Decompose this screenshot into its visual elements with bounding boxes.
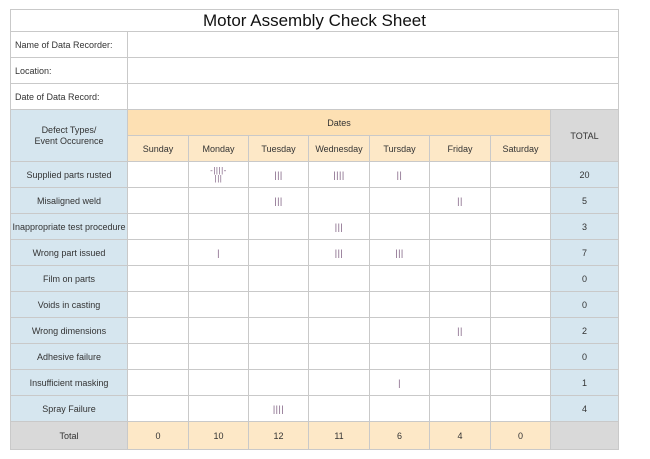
defect-type-label: Supplied parts rusted (11, 162, 128, 188)
tally-cell[interactable] (309, 162, 370, 188)
dates-header: Dates (128, 110, 551, 136)
table-row (11, 344, 619, 370)
tally-cell[interactable] (370, 214, 430, 240)
tally-cell[interactable] (430, 188, 491, 214)
tally-cell[interactable] (249, 318, 309, 344)
tally-marks: ||| (334, 247, 344, 258)
recorder-name-field[interactable] (128, 32, 619, 58)
record-date-field[interactable] (128, 84, 619, 110)
tally-cell[interactable] (309, 370, 370, 396)
row-total-value: 4 (551, 396, 619, 422)
tally-cell[interactable] (189, 370, 249, 396)
tally-cell[interactable] (491, 162, 551, 188)
table-row (11, 266, 619, 292)
defect-type-label: Voids in casting (11, 292, 128, 318)
defect-type-label: Inappropriate test procedure (11, 214, 128, 240)
tally-cell[interactable] (430, 214, 491, 240)
tally-cell[interactable] (430, 292, 491, 318)
tally-cell[interactable] (189, 318, 249, 344)
tally-cell[interactable] (491, 240, 551, 266)
tally-cell[interactable] (370, 266, 430, 292)
tally-cell[interactable] (309, 292, 370, 318)
table-row (11, 292, 619, 318)
row-total-value: 7 (551, 240, 619, 266)
table-row (11, 370, 619, 396)
tally-cell[interactable] (189, 266, 249, 292)
tally-cell[interactable] (430, 266, 491, 292)
day-total-value: 4 (430, 422, 491, 450)
defect-types-header (11, 110, 128, 162)
table-row (11, 162, 619, 188)
row-total-value: 0 (551, 344, 619, 370)
tally-cell[interactable] (491, 292, 551, 318)
recorder-name-label: Name of Data Recorder: (11, 32, 128, 58)
day-total-value: 6 (370, 422, 430, 450)
tally-cell[interactable] (128, 318, 189, 344)
tally-marks: |||| (272, 403, 285, 414)
table-row (11, 396, 619, 422)
tally-cell[interactable] (309, 344, 370, 370)
tally-cell[interactable] (128, 396, 189, 422)
tally-marks: || (457, 195, 463, 206)
day-total-value: 0 (128, 422, 189, 450)
tally-cell[interactable] (309, 214, 370, 240)
tally-cell[interactable] (189, 162, 249, 188)
tally-cell[interactable] (370, 344, 430, 370)
tally-cell[interactable] (430, 370, 491, 396)
tally-cell[interactable] (128, 266, 189, 292)
day-header-monday: Monday (189, 136, 249, 162)
tally-cell[interactable] (370, 396, 430, 422)
totals-row (11, 422, 619, 450)
grand-total-cell (551, 422, 619, 450)
check-sheet-table (10, 9, 619, 450)
tally-cell[interactable] (189, 396, 249, 422)
day-total-value: 11 (309, 422, 370, 450)
table-row (11, 214, 619, 240)
tally-marks: ||| (274, 195, 283, 206)
day-header-wednesday: Wednesday (309, 136, 370, 162)
tally-cell[interactable] (128, 292, 189, 318)
day-total-value: 0 (491, 422, 551, 450)
tally-cell[interactable] (249, 396, 309, 422)
tally-cell[interactable] (249, 214, 309, 240)
row-total-value: 0 (551, 266, 619, 292)
defect-type-label: Insufficient masking (11, 370, 128, 396)
defect-type-label: Spray Failure (11, 396, 128, 422)
tally-cell[interactable] (309, 240, 370, 266)
row-total-value: 0 (551, 292, 619, 318)
defect-header-line1: Defect Types/ (41, 124, 97, 135)
tally-cell[interactable] (430, 344, 491, 370)
tally-cell[interactable] (249, 344, 309, 370)
row-total-value: 2 (551, 318, 619, 344)
tally-marks: || (457, 325, 463, 336)
day-header-friday: Friday (430, 136, 491, 162)
tally-cell[interactable] (249, 292, 309, 318)
tally-cell[interactable] (189, 344, 249, 370)
tally-cell[interactable] (430, 162, 491, 188)
table-row (11, 188, 619, 214)
tally-cell[interactable] (249, 370, 309, 396)
tally-marks: ‐||||‐ ||| (210, 165, 227, 183)
tally-cell[interactable] (430, 240, 491, 266)
tally-marks: |||| (333, 169, 345, 180)
tally-cell[interactable] (491, 344, 551, 370)
tally-cell[interactable] (128, 162, 189, 188)
day-total-value: 10 (189, 422, 249, 450)
tally-cell[interactable] (128, 344, 189, 370)
tally-cell[interactable] (249, 266, 309, 292)
tally-marks: ||| (274, 169, 283, 180)
tally-cell[interactable] (309, 266, 370, 292)
tally-cell[interactable] (430, 318, 491, 344)
row-total-value: 1 (551, 370, 619, 396)
day-header-tuesday: Tuesday (249, 136, 309, 162)
day-total-value: 12 (249, 422, 309, 450)
tally-cell[interactable] (370, 162, 430, 188)
tally-cell[interactable] (189, 292, 249, 318)
table-row (11, 318, 619, 344)
tally-cell[interactable] (249, 188, 309, 214)
row-total-value: 5 (551, 188, 619, 214)
day-header-thursday: Tursday (370, 136, 430, 162)
tally-cell[interactable] (128, 240, 189, 266)
tally-cell[interactable] (309, 318, 370, 344)
tally-cell[interactable] (309, 188, 370, 214)
tally-cell[interactable] (491, 396, 551, 422)
tally-marks: || (396, 169, 403, 180)
sheet-title: Motor Assembly Check Sheet (11, 10, 619, 32)
location-field[interactable] (128, 58, 619, 84)
row-total-value: 3 (551, 214, 619, 240)
tally-cell[interactable] (370, 188, 430, 214)
tally-cell[interactable] (370, 292, 430, 318)
defect-type-label: Misaligned weld (11, 188, 128, 214)
defect-type-label: Wrong dimensions (11, 318, 128, 344)
tally-cell[interactable] (370, 370, 430, 396)
row-total-value: 20 (551, 162, 619, 188)
tally-cell[interactable] (189, 240, 249, 266)
tally-cell[interactable] (370, 318, 430, 344)
tally-cell[interactable] (128, 370, 189, 396)
location-label: Location: (11, 58, 128, 84)
tally-cell[interactable] (491, 318, 551, 344)
tally-cell[interactable] (491, 188, 551, 214)
tally-cell[interactable] (128, 188, 189, 214)
tally-cell[interactable] (491, 266, 551, 292)
tally-cell[interactable] (491, 370, 551, 396)
total-header: TOTAL (551, 110, 619, 162)
tally-marks: ||| (334, 221, 344, 232)
defect-type-label: Adhesive failure (11, 344, 128, 370)
tally-marks: ||| (395, 247, 404, 258)
tally-cell[interactable] (491, 214, 551, 240)
defect-header-line2: Event Occurence (34, 135, 104, 146)
tally-cell[interactable] (189, 188, 249, 214)
tally-cell[interactable] (128, 214, 189, 240)
tally-cell[interactable] (370, 240, 430, 266)
tally-marks: | (217, 247, 220, 258)
tally-cell[interactable] (430, 396, 491, 422)
tally-cell[interactable] (309, 396, 370, 422)
record-date-label: Date of Data Record: (11, 84, 128, 110)
tally-cell[interactable] (189, 214, 249, 240)
table-row (11, 240, 619, 266)
tally-marks: | (398, 377, 401, 388)
defect-type-label: Wrong part issued (11, 240, 128, 266)
day-header-sunday: Sunday (128, 136, 189, 162)
defect-type-label: Film on parts (11, 266, 128, 292)
tally-cell[interactable] (249, 162, 309, 188)
totals-row-label: Total (11, 422, 128, 450)
day-header-saturday: Saturday (491, 136, 551, 162)
tally-cell[interactable] (249, 240, 309, 266)
